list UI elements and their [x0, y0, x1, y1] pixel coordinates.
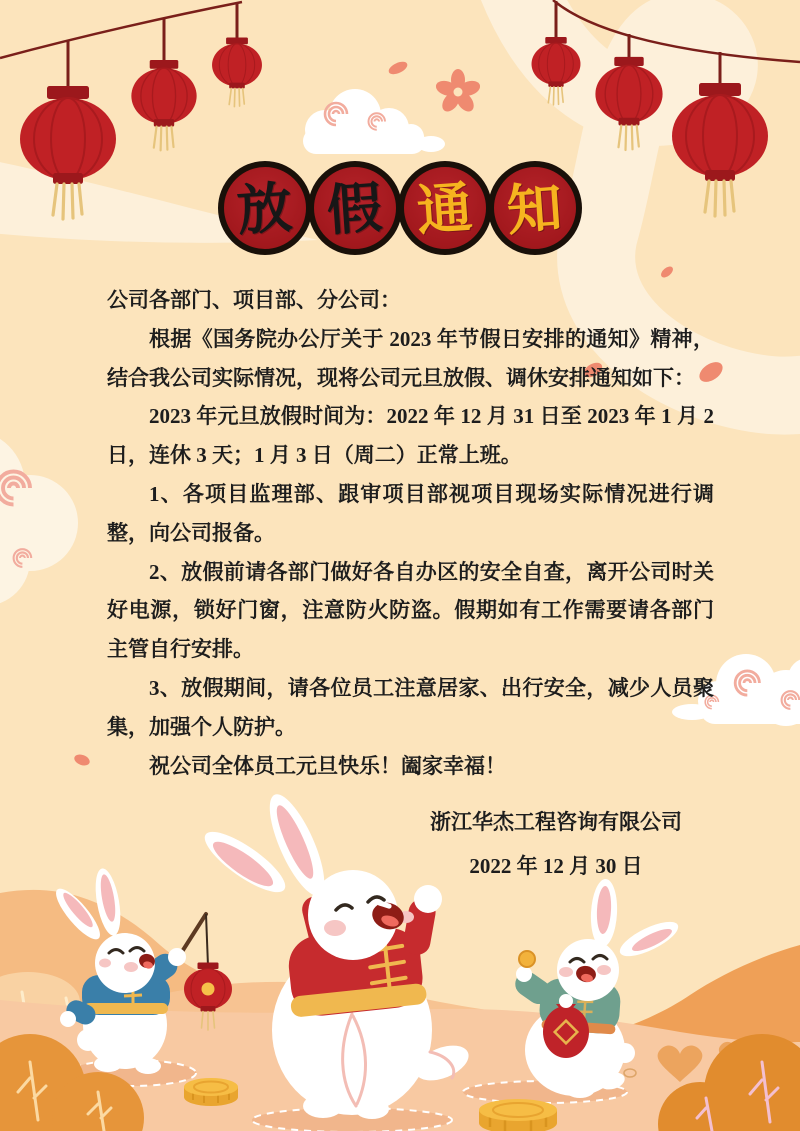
title-char: 通 [415, 173, 475, 243]
coin-icon [479, 1099, 557, 1131]
cloud-icon [303, 89, 445, 154]
title-char: 假 [325, 173, 385, 243]
title-char: 放 [235, 173, 295, 243]
paragraph: 祝公司全体员工元旦快乐！阖家幸福！ [149, 753, 506, 778]
paragraph: 2023 年元旦放假时间为：2022 年 12 月 31 日至 2023 年 1 月 2 日，连休 3 天；1 月 3 日（周二）正常上班。 [107, 404, 714, 468]
title-medallion [398, 161, 492, 255]
signature-date: 2022 年 12 月 30 日 [469, 854, 643, 878]
rabbit-ear [197, 788, 335, 902]
title-char: 知 [505, 173, 565, 243]
flower-icon [434, 69, 482, 115]
lantern-icon [131, 60, 196, 150]
title-medallion [218, 161, 312, 255]
lantern-icon [212, 37, 262, 106]
paragraph: 根据《国务院办公厅关于 2023 年节假日安排的通知》精神，结合我公司实际情况，现将公司元旦放假、调休安排通知如下： [107, 326, 714, 390]
salutation: 公司各部门、项目部、分公司： [107, 288, 401, 312]
company-name: 浙江华杰工程咨询有限公司 [430, 810, 682, 834]
notice-body [107, 281, 714, 785]
signature-block [400, 800, 712, 888]
notice-title [0, 161, 800, 255]
title-medallion [308, 161, 402, 255]
paragraph: 1、各项目监理部、跟审项目部视项目现场实际情况进行调整，向公司报备。 [107, 481, 714, 545]
title-medallion [488, 161, 582, 255]
paragraph: 3、放假期间，请各位员工注意居家、出行安全，减少人员聚集，加强个人防护。 [107, 675, 714, 739]
paragraph: 2、放假前请各部门做好各自办区的安全自查，离开公司时关好电源，锁好门窗，注意防火防盗。假期如有工作需要请各部门主管自行安排。 [107, 559, 714, 662]
coin-icon [184, 1078, 238, 1106]
cloud-icon [0, 430, 78, 606]
